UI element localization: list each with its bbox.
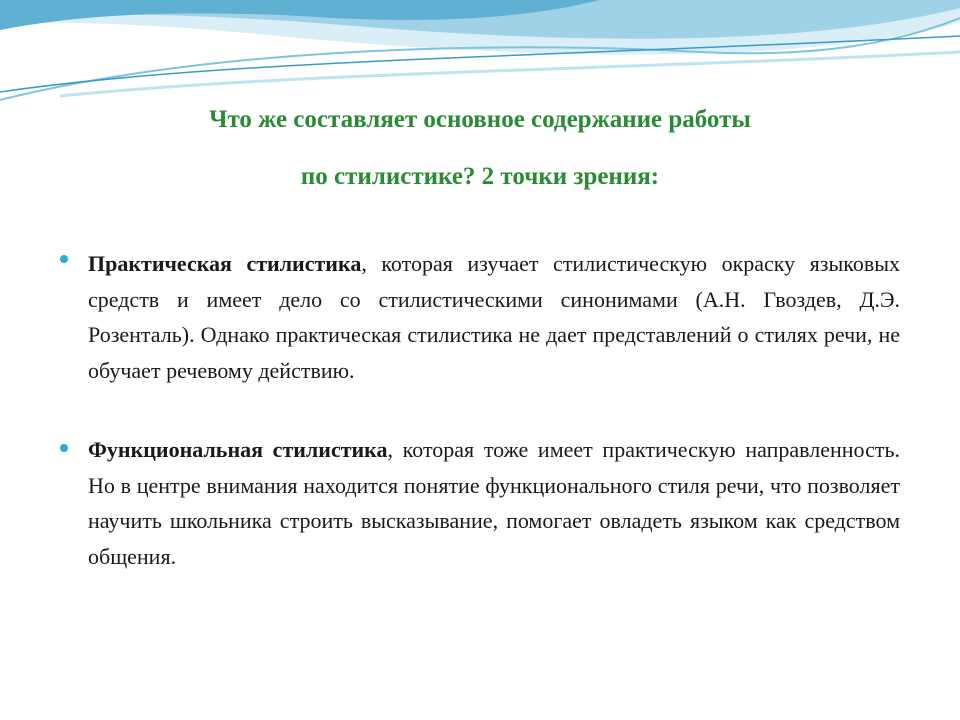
bullet-dot-icon <box>60 255 68 263</box>
slide-title-line-2: по стилистике? 2 точки зрения: <box>300 163 660 190</box>
point-text: , которая тоже имеет практическую направленность. Но в центре внимания находится понятие функционального стиля речи, что позволяет научить школьника строить высказывание, помогает овладеть языком как средством общения. <box>88 437 900 569</box>
header-wave-decoration <box>0 0 960 110</box>
point-term: Практическая стилистика <box>88 251 362 276</box>
point-term: Функциональная стилистика <box>88 437 388 462</box>
point-functional <box>88 432 900 574</box>
point-practical <box>88 246 900 388</box>
bullet-dot-icon <box>60 444 68 452</box>
point-text: , которая изучает стилистическую окраску языковых средств и имеет дело со стилистическими синонимами (А.Н. Гвоздев, Д.Э. Розенталь). Однако практическая стилистика не дает представлений о стилях речи, не обучает речевому действию. <box>88 251 901 383</box>
wave-line-3 <box>60 52 960 96</box>
slide-title-line-1: Что же составляет основное содержание работы <box>209 106 751 133</box>
